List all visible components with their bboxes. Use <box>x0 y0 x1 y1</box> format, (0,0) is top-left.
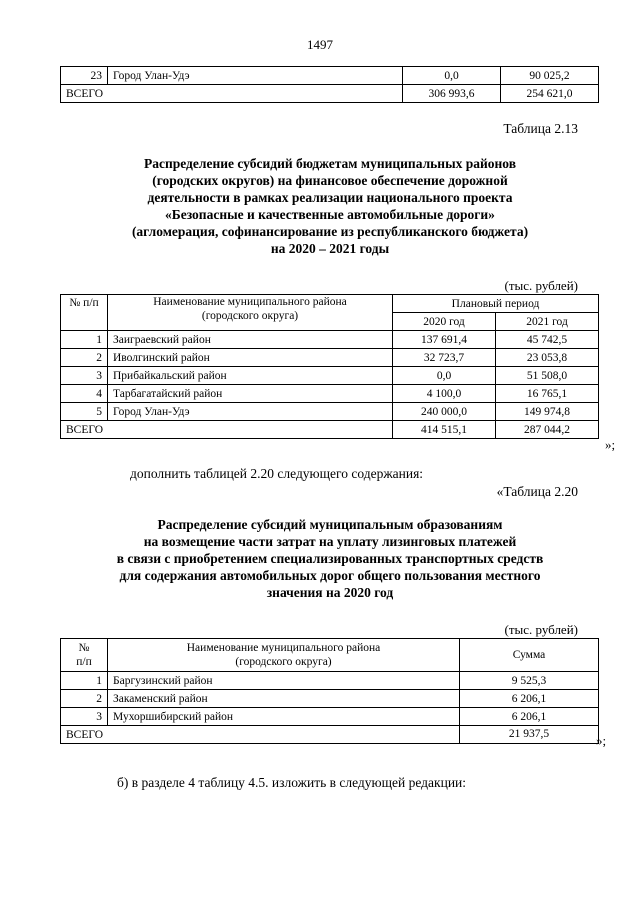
table-2-13 <box>60 294 599 439</box>
row-value-2: 45 742,5 <box>496 331 599 349</box>
total-label: ВСЕГО <box>61 726 460 744</box>
row-number: 5 <box>61 403 108 421</box>
row-value: 6 206,1 <box>460 708 599 726</box>
table-2-13-closing: »; <box>605 437 616 452</box>
table-2-13-title <box>60 155 600 257</box>
header-number-line1: № <box>78 642 90 654</box>
row-number: 3 <box>61 708 108 726</box>
title-line: значения на 2020 год <box>266 585 394 600</box>
row-value-2: 149 974,8 <box>496 403 599 421</box>
row-name: Мухоршибирский район <box>108 708 460 726</box>
title-line: (агломерация, софинансирование из республиканского бюджета) <box>131 224 529 239</box>
title-line: на 2020 – 2021 годы <box>270 241 390 256</box>
table-row <box>61 403 599 421</box>
table-2-13-units: (тыс. рублей) <box>504 278 578 293</box>
header-name <box>108 295 393 331</box>
total-value-1: 414 515,1 <box>393 421 496 439</box>
row-value-2: 90 025,2 <box>501 67 599 85</box>
row-name: Тарбагатайский район <box>108 385 393 403</box>
title-line: на возмещение части затрат на уплату лизинговых платежей <box>143 534 517 549</box>
row-number: 1 <box>61 331 108 349</box>
row-value-1: 137 691,4 <box>393 331 496 349</box>
row-number: 2 <box>61 690 108 708</box>
title-line: Распределение субсидий бюджетам муниципальных районов <box>143 156 517 171</box>
table-row <box>61 708 599 726</box>
row-value: 6 206,1 <box>460 690 599 708</box>
header-year-1: 2020 год <box>393 313 496 331</box>
table-2-20-title <box>60 516 600 601</box>
table-row <box>61 690 599 708</box>
table-2-20-caption: «Таблица 2.20 <box>496 484 578 499</box>
table-top-continuation <box>60 66 599 103</box>
row-name: Баргузинский район <box>108 672 460 690</box>
row-value-1: 0,0 <box>393 367 496 385</box>
table-2-20-units: (тыс. рублей) <box>504 622 578 637</box>
title-line: Распределение субсидий муниципальным образованиям <box>157 517 503 532</box>
table-total-row <box>61 85 599 103</box>
total-value-2: 254 621,0 <box>501 85 599 103</box>
table-header-row <box>61 295 599 313</box>
header-period: Плановый период <box>393 295 599 313</box>
title-line: (городских округов) на финансовое обеспечение дорожной <box>152 173 508 188</box>
table-2-20-closing: »; <box>596 733 607 748</box>
table-total-row <box>61 421 599 439</box>
table-row <box>61 385 599 403</box>
row-value-1: 4 100,0 <box>393 385 496 403</box>
total-value-2: 287 044,2 <box>496 421 599 439</box>
table-row <box>61 367 599 385</box>
table-row <box>61 672 599 690</box>
title-line: деятельности в рамках реализации национального проекта <box>147 190 513 205</box>
row-value-1: 0,0 <box>403 67 501 85</box>
header-number: № п/п <box>61 295 108 331</box>
row-value-2: 16 765,1 <box>496 385 599 403</box>
paragraph-section-4: б) в разделе 4 таблицу 4.5. изложить в следующей редакции: <box>117 775 467 790</box>
title-line: для содержания автомобильных дорог общего пользования местного <box>119 568 541 583</box>
total-value: 21 937,5 <box>460 726 599 744</box>
row-value-1: 32 723,7 <box>393 349 496 367</box>
row-number: 3 <box>61 367 108 385</box>
header-name-line2: (городского округа) <box>235 656 332 668</box>
row-number: 1 <box>61 672 108 690</box>
header-name <box>108 639 460 672</box>
row-number: 23 <box>61 67 108 85</box>
paragraph-add-table: дополнить таблицей 2.20 следующего содержания: <box>130 466 424 481</box>
table-2-13-caption: Таблица 2.13 <box>503 121 578 136</box>
table-row <box>61 67 599 85</box>
row-value-1: 240 000,0 <box>393 403 496 421</box>
table-row <box>61 331 599 349</box>
header-name-line1: Наименование муниципального района <box>186 642 381 654</box>
total-value-1: 306 993,6 <box>403 85 501 103</box>
row-name: Иволгинский район <box>108 349 393 367</box>
title-line: в связи с приобретением специализированных транспортных средств <box>116 551 544 566</box>
header-number-line2: п/п <box>76 656 92 668</box>
row-name: Город Улан-Удэ <box>108 67 403 85</box>
row-name: Заиграевский район <box>108 331 393 349</box>
header-number <box>61 639 108 672</box>
table-total-row <box>61 726 599 744</box>
header-name-line2: (городского округа) <box>201 310 299 322</box>
row-number: 4 <box>61 385 108 403</box>
total-label: ВСЕГО <box>61 421 393 439</box>
header-year-2: 2021 год <box>496 313 599 331</box>
table-header-row <box>61 639 599 672</box>
row-number: 2 <box>61 349 108 367</box>
row-value-2: 23 053,8 <box>496 349 599 367</box>
row-value: 9 525,3 <box>460 672 599 690</box>
page-number: 1497 <box>307 37 333 52</box>
row-name: Город Улан-Удэ <box>108 403 393 421</box>
row-name: Прибайкальский район <box>108 367 393 385</box>
total-label: ВСЕГО <box>61 85 403 103</box>
row-value-2: 51 508,0 <box>496 367 599 385</box>
table-2-20 <box>60 638 599 744</box>
title-line: «Безопасные и качественные автомобильные дороги» <box>165 207 495 222</box>
table-row <box>61 349 599 367</box>
header-name-line1: Наименование муниципального района <box>153 296 347 308</box>
row-name: Закаменский район <box>108 690 460 708</box>
header-sum: Сумма <box>460 639 599 672</box>
